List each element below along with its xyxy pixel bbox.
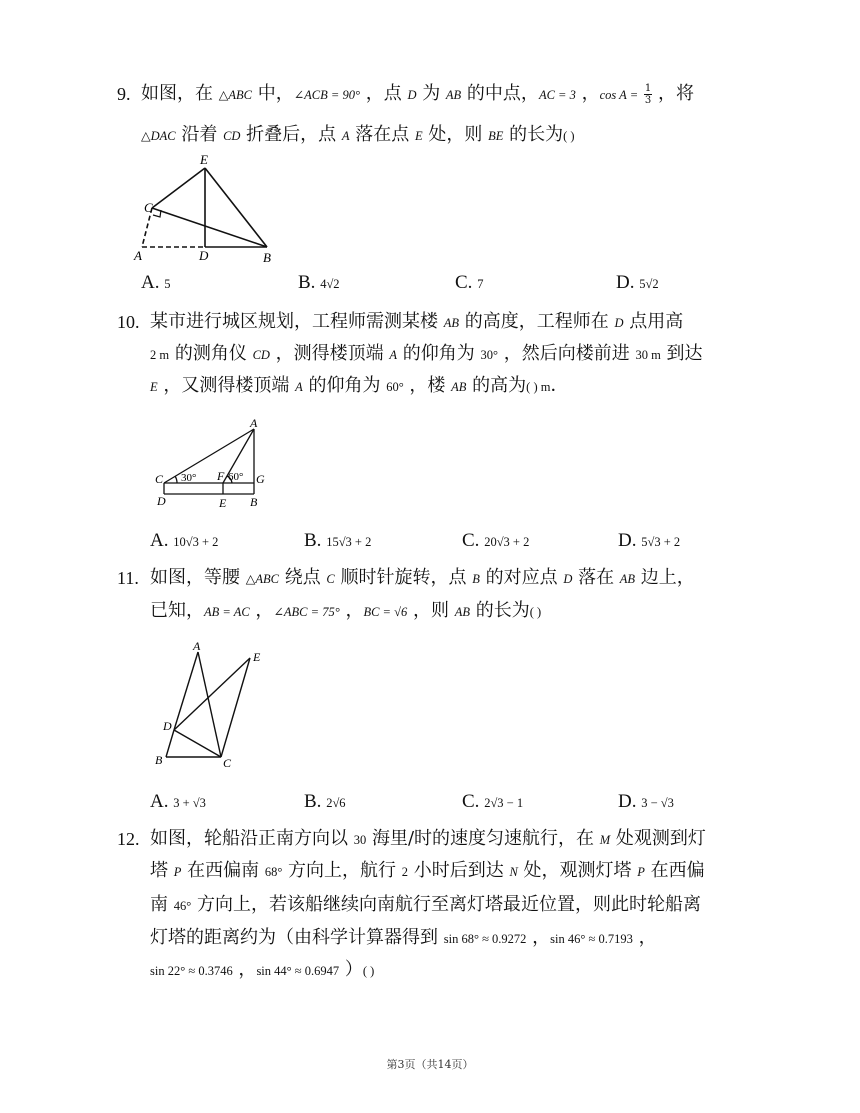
- q9-label-E: E: [200, 152, 208, 167]
- q11-option-a[interactable]: A. 3 + √3: [150, 791, 206, 812]
- q11-label-C: C: [223, 756, 232, 770]
- q9-figure: [130, 150, 280, 268]
- q10-number: 10.: [117, 312, 140, 332]
- q10-angle-60: 60°: [228, 471, 244, 483]
- q11-label-A: A: [193, 640, 201, 653]
- q10-angle-30: 30°: [181, 472, 197, 484]
- q10-option-d[interactable]: D. 5√3 + 2: [618, 530, 681, 551]
- q11-label-E: E: [253, 650, 261, 664]
- q10-option-a[interactable]: A. 10√3 + 2: [150, 530, 219, 551]
- q12-number: 12.: [117, 829, 140, 849]
- q9-option-a[interactable]: A. 5: [141, 272, 171, 293]
- q9-label-D: D: [199, 248, 209, 263]
- q11-option-b[interactable]: B. 2√6: [304, 791, 346, 812]
- q10-label-G: G: [256, 472, 265, 486]
- q11-figure: [150, 640, 270, 775]
- page-footer: 第3页（共14页）: [386, 1058, 474, 1071]
- q10-label-C: C: [155, 472, 164, 486]
- q10-label-A: A: [250, 416, 258, 430]
- q10-label-E: E: [219, 496, 227, 510]
- q11-number: 11.: [117, 568, 139, 588]
- q10-figure: [150, 415, 275, 510]
- q10-label-B: B: [250, 495, 258, 509]
- q10-option-b[interactable]: B. 15√3 + 2: [304, 530, 372, 551]
- q10-option-c[interactable]: C. 20√3 + 2: [462, 530, 530, 551]
- q10-label-D: D: [157, 494, 166, 508]
- q9-number: 9.: [117, 84, 131, 104]
- q9-option-b[interactable]: B. 4√2: [298, 272, 340, 293]
- q11-label-B: B: [155, 753, 163, 767]
- q9-option-d[interactable]: D. 5√2: [616, 272, 659, 293]
- q11-option-c[interactable]: C. 2√3 − 1: [462, 791, 524, 812]
- q11-label-D: D: [163, 719, 172, 733]
- q11-option-d[interactable]: D. 3 − √3: [618, 791, 674, 812]
- q9-label-B: B: [263, 250, 271, 265]
- q10-label-F: F: [217, 469, 225, 483]
- q9-label-C: C: [144, 200, 153, 215]
- q9-label-A: A: [134, 248, 142, 263]
- q9-option-c[interactable]: C. 7: [455, 272, 484, 293]
